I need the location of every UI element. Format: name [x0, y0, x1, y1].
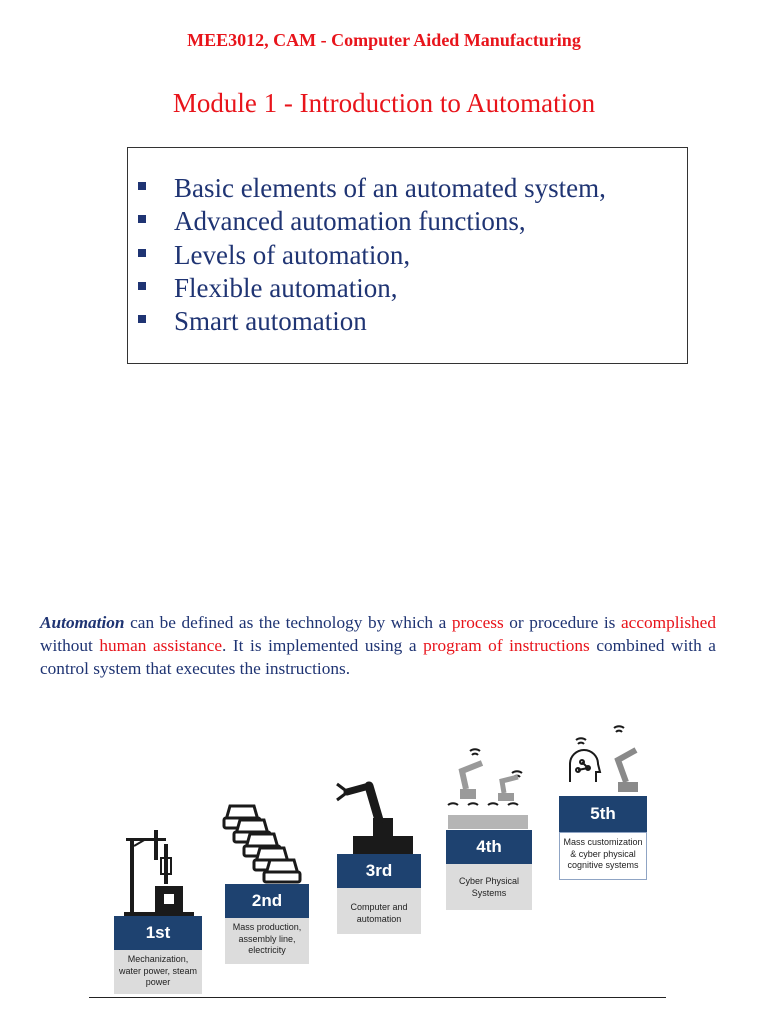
stage-2nd-desc: Mass production, assembly line, electricity	[225, 918, 309, 964]
course-title: MEE3012, CAM - Computer Aided Manufacturing	[187, 30, 581, 50]
bullet-icon	[138, 249, 146, 257]
highlight-human-assistance: human assistance	[99, 635, 223, 655]
stage-3rd-desc: Computer and automation	[337, 888, 421, 934]
bullet-icon	[138, 182, 146, 190]
stage-1st-label: 1st	[114, 916, 202, 950]
topics-box	[127, 147, 688, 364]
topics-list	[128, 148, 687, 338]
stage-5th-desc: Mass customization & cyber physical cognitive systems	[559, 832, 647, 880]
cars-icon	[222, 800, 304, 884]
highlight-accomplished: accomplished	[620, 613, 716, 632]
topic-item: Flexible automation,	[128, 272, 687, 305]
cognitive-robot-icon	[564, 724, 644, 794]
automation-definition: Automation can be defined as the technology by which a process or procedure is accomplished without human assistance. It is implemented using a program of instructions combined with a control system that executes the instructions.	[40, 613, 716, 678]
stage-4th-label: 4th	[446, 830, 532, 864]
topic-item: Smart automation	[128, 305, 687, 338]
bullet-icon	[138, 215, 146, 223]
highlight-process: process	[451, 613, 504, 632]
topic-item: Levels of automation,	[128, 239, 687, 272]
stage-3rd-label: 3rd	[337, 854, 421, 888]
module-title: Module 1 - Introduction to Automation	[172, 88, 596, 118]
topic-item: Basic elements of an automated system,	[128, 172, 687, 205]
bullet-icon	[138, 282, 146, 290]
stage-5th-label: 5th	[559, 796, 647, 832]
topic-item: Advanced automation functions,	[128, 205, 687, 238]
highlight-program-of-instructions: program of instructions	[423, 635, 590, 655]
mechanization-icon	[124, 828, 194, 916]
stage-4th-desc: Cyber Physical Systems	[446, 864, 532, 910]
connected-robots-icon	[446, 745, 532, 831]
stage-2nd-label: 2nd	[225, 884, 309, 918]
bullet-icon	[138, 315, 146, 323]
definition-term: Automation	[40, 613, 125, 632]
bottom-divider	[89, 997, 666, 998]
robot-arm-icon	[333, 774, 413, 854]
stage-1st-desc: Mechanization, water power, steam power	[114, 950, 202, 994]
